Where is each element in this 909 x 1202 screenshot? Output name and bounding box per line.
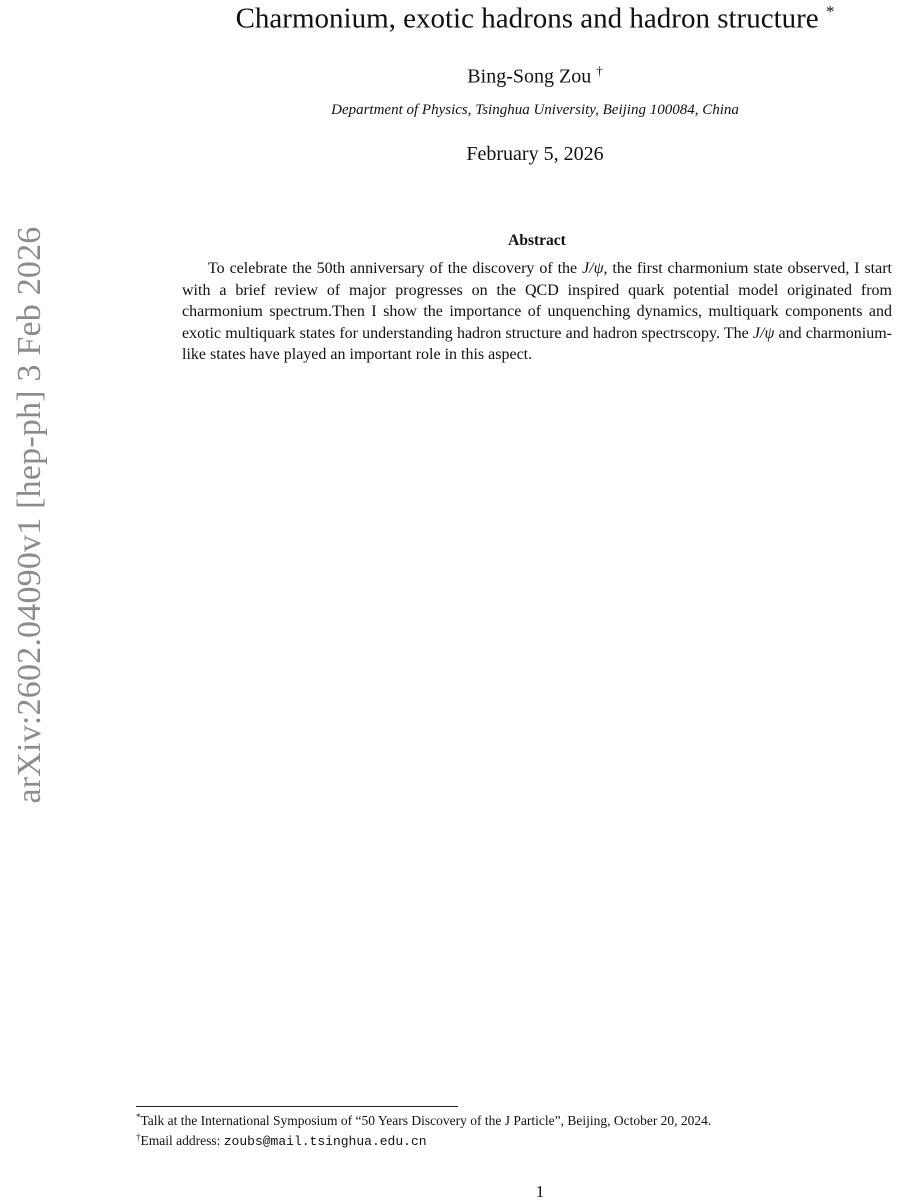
paper-title <box>140 0 909 39</box>
abstract-text-3: and charmonium-like states have played an important role in this aspect. <box>182 324 893 363</box>
footnote-text: Talk at the International Symposium of “50 Years Discovery of the J Particle”, Beijing, October 20, 2024. <box>140 1113 712 1128</box>
abstract-body <box>182 258 892 366</box>
footnote-mark: * <box>136 1112 141 1122</box>
page-number: 1 <box>535 1182 545 1201</box>
footnote-label: Email address: <box>140 1133 224 1148</box>
footnote-rule <box>136 1106 458 1107</box>
paper-date: February 5, 2026 <box>466 143 604 165</box>
author-line <box>140 58 909 90</box>
footnote-mark: † <box>136 1132 141 1142</box>
author-footnote-mark: † <box>596 63 603 78</box>
abstract-text-2: , the first charmonium state observed, I start with a brief review of major progresses on the QCD inspired quark potential model originated from charmonium spectrum.Then I show the importance of unquenching dynamics, multiquark components and exotic multiquark states for understanding hadron structure and hadron spectrscopy. The <box>182 260 892 342</box>
abstract-text-1: To celebrate the 50th anniversary of the discovery of the <box>208 260 583 277</box>
arxiv-identifier-stamp: arXiv:2602.04090v1 [hep-ph] 3 Feb 2026 <box>11 226 48 804</box>
title-footnote-mark: * <box>825 2 835 21</box>
affiliation: Department of Physics, Tsinghua University, Beijing 100084, China <box>331 102 739 118</box>
title-text: Charmonium, exotic hadrons and hadron structure <box>235 2 819 35</box>
footnote-talk <box>136 1108 909 1130</box>
jpsi-symbol: J/ψ <box>582 260 604 277</box>
jpsi-symbol: J/ψ <box>752 324 775 342</box>
author-name: Bing-Song Zou <box>467 65 592 88</box>
footnote-email <box>136 1128 909 1151</box>
email-address: zoubs@mail.tsinghua.edu.cn <box>223 1134 427 1149</box>
abstract-heading: Abstract <box>508 232 566 249</box>
